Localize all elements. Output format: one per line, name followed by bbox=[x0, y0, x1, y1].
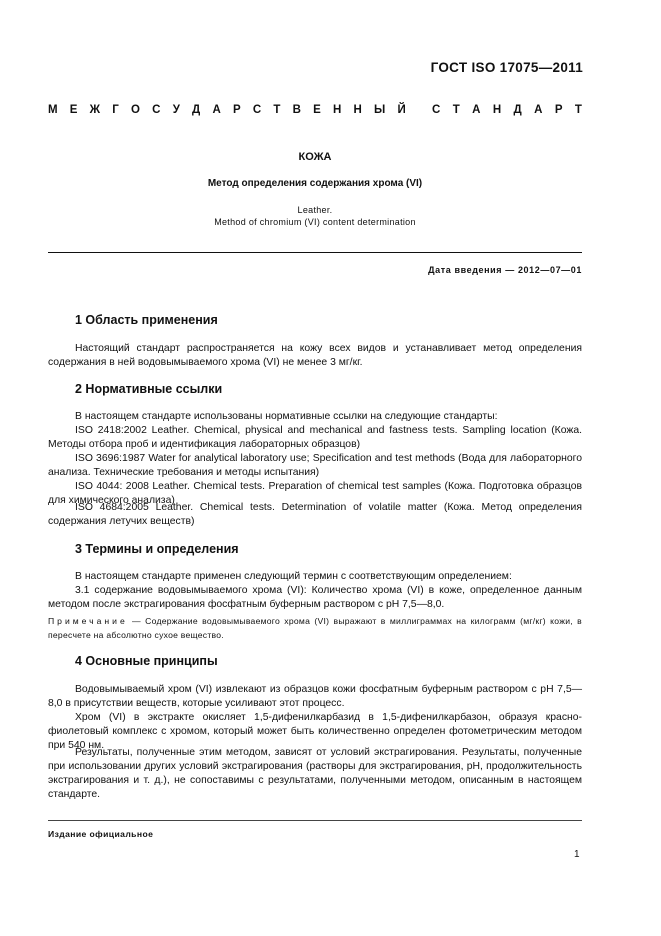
document-code: ГОСТ ISO 17075—2011 bbox=[430, 60, 583, 75]
standard-word: С Т А Н Д А Р Т bbox=[432, 104, 582, 116]
note-label: Примечание bbox=[48, 616, 128, 626]
reference-iso-3696: ISO 3696:1987 Water for analytical laboratory use; Specification and test methods (Вода для лабораторного анализа. Технические требования и методы испытания) bbox=[48, 453, 582, 478]
term-definition: 3.1 содержание водовымываемого хрома (VI): Количество хрома (VI) в коже, определенное данным методом после экстрагирования фосфатным буферным раствором с pH 7,5—8,0. bbox=[48, 585, 582, 610]
interstate-word: М Е Ж Г О С У Д А Р С Т В Е Н Н Ы Й bbox=[48, 104, 406, 116]
page-number: 1 bbox=[574, 849, 580, 860]
official-edition-label: Издание официальное bbox=[48, 829, 154, 839]
section-4-heading: 4 Основные принципы bbox=[75, 654, 218, 668]
english-title-line2: Method of chromium (VI) content determination bbox=[214, 217, 416, 227]
header-divider bbox=[48, 252, 582, 253]
document-subtitle: Метод определения содержания хрома (VI) bbox=[207, 178, 423, 189]
section-1-paragraph: Настоящий стандарт распространяется на кожу всех видов и устанавливает метод определения содержания в ней водовымываемого хрома (VI) не менее 3 мг/кг. bbox=[48, 343, 582, 368]
term-note bbox=[48, 614, 582, 642]
footer-divider bbox=[48, 820, 582, 821]
section-4-paragraph-1: Водовымываемый хром (VI) извлекают из образцов кожи фосфатным буферным раствором с pH 7,5—8,0 в присутствии веществ, которые усиливают этот процесс. bbox=[48, 684, 582, 709]
section-1-heading: 1 Область применения bbox=[75, 313, 218, 327]
english-title-line1: Leather. bbox=[297, 205, 333, 215]
section-4-paragraph-2: Хром (VI) в экстракте окисляет 1,5-дифенилкарбазид в 1,5-дифенилкарбазон, образуя красно-фиолетовый комплекс с хромом, который может быть количественно определен фотометрическим методом при 540 нм. bbox=[48, 712, 582, 751]
section-2-intro: В настоящем стандарте использованы нормативные ссылки на следующие стандарты: bbox=[75, 411, 498, 422]
note-text: — Содержание водовымываемого хрома (VI) выражают в миллиграммах на килограмм (мг/кг) кожи, в пересчете на абсолютно сухое вещество. bbox=[48, 616, 582, 640]
interstate-standard-banner bbox=[48, 104, 582, 116]
introduction-date: Дата введения — 2012—07—01 bbox=[428, 265, 582, 275]
document-title: КОЖА bbox=[298, 151, 332, 163]
section-3-heading: 3 Термины и определения bbox=[75, 542, 239, 556]
section-3-intro: В настоящем стандарте применен следующий термин с соответствующим определением: bbox=[75, 571, 512, 582]
section-4-paragraph-3: Результаты, полученные этим методом, зависят от условий экстрагирования. Результаты, полученные при использовании других условий экстрагирования (растворы для экстрагирования, pH, продолжительность экстрагирования и т. д.), не сопоставимы с результатами, полученными методом, описанным в настоящем стандарте. bbox=[48, 747, 582, 800]
reference-iso-4684: ISO 4684:2005 Leather. Chemical tests. Determination of volatile matter (Кожа. Метод определения содержания летучих веществ) bbox=[48, 502, 582, 527]
reference-iso-4044: ISO 4044: 2008 Leather. Chemical tests. Preparation of chemical test samples (Кожа. Подготовка образцов для химического анализа) bbox=[48, 481, 582, 506]
section-2-heading: 2 Нормативные ссылки bbox=[75, 382, 223, 396]
reference-iso-2418: ISO 2418:2002 Leather. Chemical, physical and mechanical and fastness tests. Sampling location (Кожа. Методы отбора проб и идентификация лабораторных образцов) bbox=[48, 425, 582, 450]
